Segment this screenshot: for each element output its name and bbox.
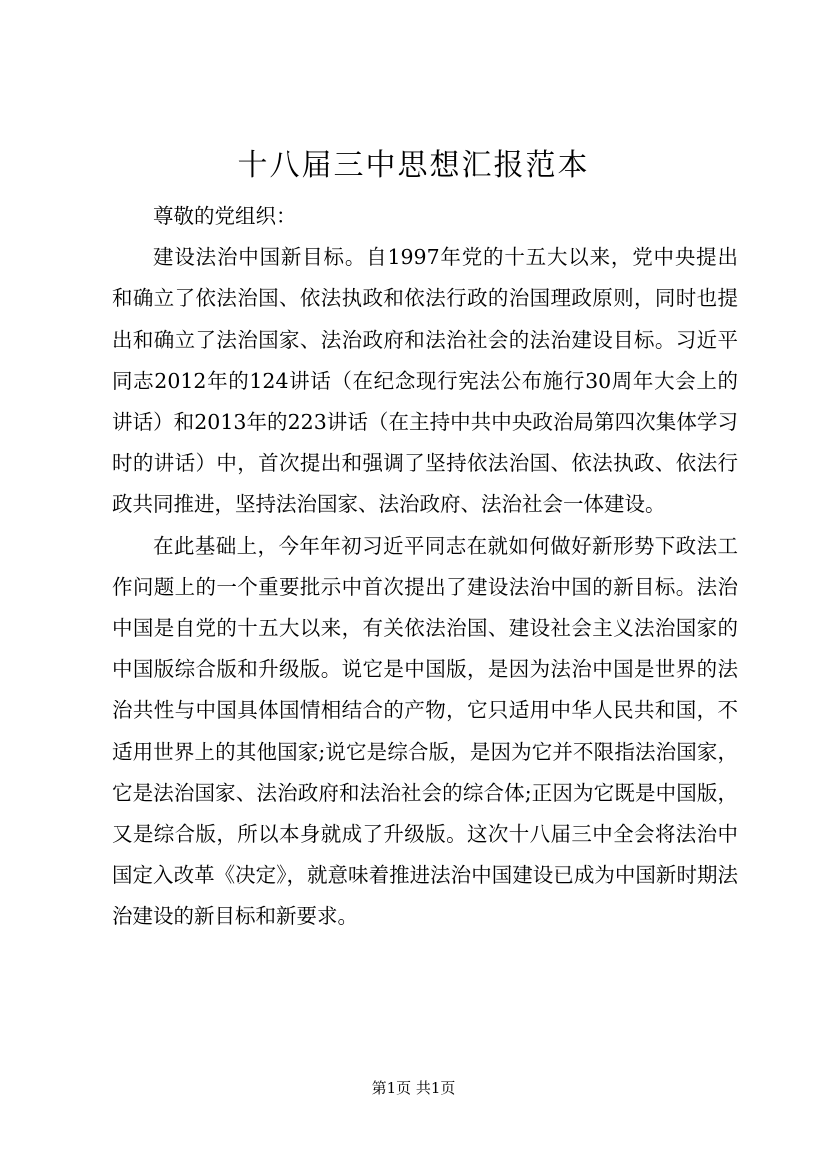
paragraph-1: 建设法治中国新目标。自1997年党的十五大以来，党中央提出和确立了依法治国、依法执政和依法行政的治国理政原则，同时也提出和确立了法治国家、法治政府和法治社会的法治建设目标。习近平同志2012年的124讲话（在纪念现行宪法公布施行30周年大会上的讲话）和2013年的223讲话（在主持中共中央政治局第四次集体学习时的讲话）中，首次提出和强调了坚持依法治国、依法执政、依法行政共同推进，坚持法治国家、法治政府、法治社会一体建设。 xyxy=(112,245,738,517)
salutation: 尊敬的党组织： xyxy=(153,204,297,228)
paragraph-2: 在此基础上，今年年初习近平同志在就如何做好新形势下政法工作问题上的一个重要批示中首次提出了建设法治中国的新目标。法治中国是自党的十五大以来，有关依法治国、建设社会主义法治国家的中国版综合版和升级版。说它是中国版，是因为法治中国是世界的法治共性与中国具体国情相结合的产物，它只适用中华人民共和国，不适用世界上的其他国家;说它是综合版，是因为它并不限指法治国家，它是法治国家、法治政府和法治社会的综合体;正因为它既是中国版，又是综合版，所以本身就成了升级版。这次十八届三中全会将法治中国定入改革《决定》，就意味着推进法治中国建设已成为中国新时期法治建设的新目标和新要求。 xyxy=(112,533,738,929)
document-title: 十八届三中思想汇报范本 xyxy=(237,148,590,183)
page-footer: 第1页 共1页 xyxy=(371,1079,456,1097)
document-body xyxy=(112,196,738,938)
